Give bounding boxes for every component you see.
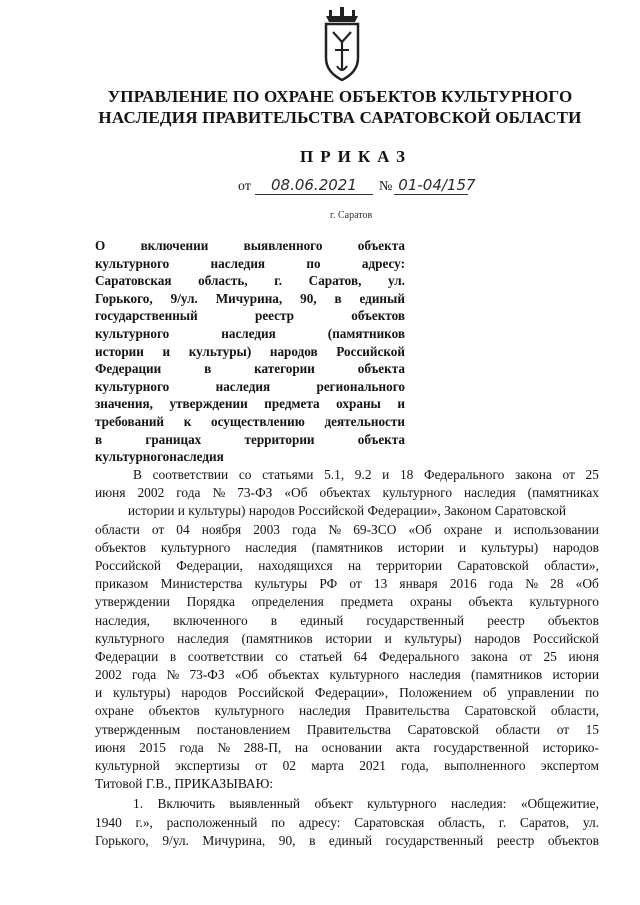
subject-line: культурного наследия (памятников (95, 325, 405, 341)
subject-line: государственный реестр объектов (95, 308, 405, 324)
body-line: 1940 г.», расположенный по адресу: Саратовская область, г. Саратов, ул. (95, 814, 599, 830)
subject-line: в границах территории объекта (95, 431, 405, 447)
body-line: июня 2015 года № 288-П, на основании акта государственной историко- (95, 739, 599, 755)
organization-header (90, 86, 590, 128)
order-date: 08.06.2021 (255, 176, 373, 195)
body-line: охране объектов культурного наследия Правительства Саратовской области, (95, 703, 599, 719)
body-line: и культуры) народов Российской Федерации», Положением об управлении по (95, 685, 599, 701)
body-line: Федерации в соответствии со статьей 64 Федерального закона от 25 июня (95, 648, 599, 664)
body-line: культурного наследия (памятников истории и культуры) народов Российской (95, 630, 599, 646)
subject-line: культурного наследия по адресу: (95, 255, 405, 271)
order-subject (95, 237, 405, 466)
body-line: области от 04 ноября 2003 года № 69-ЗСО «Об охране и использовании (95, 521, 599, 537)
subject-line: Горького, 9/ул. Мичурина, 90, в единый (95, 290, 405, 306)
saratov-coat-of-arms-icon (320, 6, 364, 82)
subject-line: истории и культуры) народов Российской (95, 343, 405, 359)
body-line: июня 2002 года № 73-ФЗ «Об объектах культурного наследия (памятниках (95, 485, 599, 501)
body-line: В соответствии со статьями 5.1, 9.2 и 18 Федерального закона от 25 (133, 467, 599, 482)
body-line: утверждении Порядка определения предмета охраны объекта культурного (95, 594, 599, 610)
body-line: объектов культурного наследия (памятников истории и культуры) народов (95, 539, 599, 555)
subject-line: культурного наследия (95, 449, 224, 465)
order-number: 01-04/157 (394, 176, 468, 195)
org-line-2: НАСЛЕДИЯ ПРАВИТЕЛЬСТВА САРАТОВСКОЙ ОБЛАСТИ (98, 108, 582, 127)
date-prefix: от (238, 179, 251, 194)
body-line: Титовой Г.В., ПРИКАЗЫВАЮ: (95, 776, 274, 792)
subject-line: культурного наследия регионального (95, 378, 405, 394)
subject-line: Саратовская область, г. Саратов, ул. (95, 273, 405, 289)
body-line: наследия, включенного в единый государственный реестр объектов (95, 612, 599, 628)
body-line: Горького, 9/ул. Мичурина, 90, в единый государственный реестр объектов (95, 832, 599, 848)
body-line: 1. Включить выявленный объект культурного наследия: «Общежитие, (133, 796, 599, 812)
order-date-number (238, 176, 476, 195)
city-label: г. Саратов (330, 210, 373, 221)
body-line: утвержденным постановлением Правительства Саратовской области от 15 (95, 721, 599, 737)
org-line-1: УПРАВЛЕНИЕ ПО ОХРАНЕ ОБЪЕКТОВ КУЛЬТУРНОГО (107, 87, 573, 106)
subject-line: требований к осуществлению деятельности (95, 413, 405, 429)
number-prefix: № (378, 179, 393, 194)
body-line: культурной экспертизы от 02 марта 2021 года, выполненного экспертом (95, 758, 599, 773)
body-line: приказом Министерства культуры РФ от 13 января 2016 года № 28 «Об (95, 576, 599, 592)
body-line: истории и культуры) народов Российской Федерации», Законом Саратовской (127, 503, 567, 519)
order-title: ПРИКАЗ (300, 147, 412, 166)
order-body (95, 466, 599, 850)
subject-line: значения, утверждении предмета охраны и (95, 396, 405, 412)
subject-line: О включении выявленного объекта (95, 238, 405, 253)
body-line: Российской Федерации, находящихся на территории Саратовской области», (95, 557, 599, 573)
body-line: 2002 года № 73-ФЗ «Об объектах культурного наследия (памятников истории (95, 667, 599, 683)
subject-line: Федерации в категории объекта (95, 361, 405, 377)
